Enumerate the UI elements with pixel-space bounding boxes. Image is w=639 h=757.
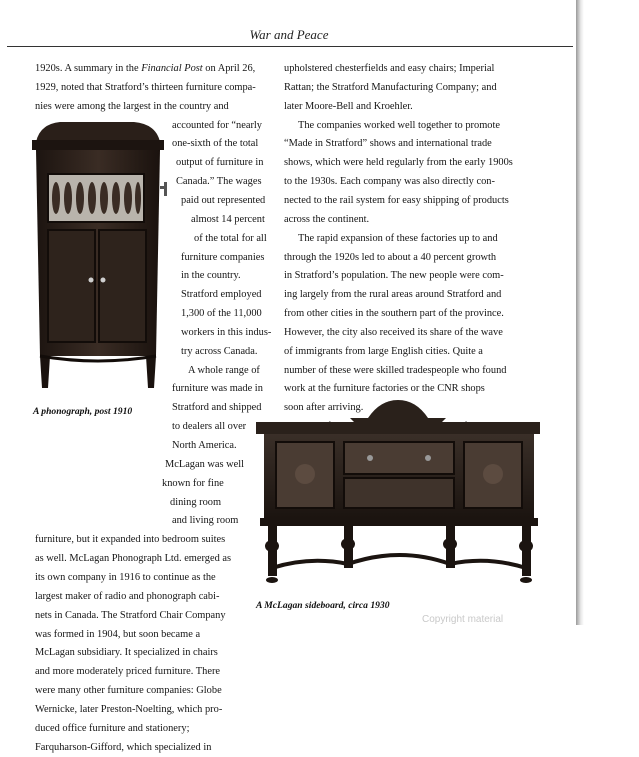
left-text-line: accounted for “nearly — [172, 119, 262, 131]
left-text-line: duced office furniture and stationery; — [35, 722, 190, 734]
left-text-line: furniture companies — [181, 251, 265, 263]
left-text-line: were many other furniture companies: Globe — [35, 685, 222, 697]
right-text-line: of immigrants from large English cities. Quite a — [284, 345, 483, 357]
left-text-line: A whole range of — [188, 364, 260, 376]
left-text-line: known for fine — [162, 477, 224, 489]
phonograph-image — [30, 120, 168, 395]
left-text-line: workers in this indus- — [181, 326, 272, 338]
left-text-line: output of furniture in — [176, 157, 264, 169]
left-text-line: furniture, but it expanded into bedroom suites — [35, 534, 226, 546]
left-text-line: furniture was made in — [172, 383, 263, 395]
running-head: War and Peace — [249, 27, 329, 42]
right-text-line: Rattan; the Stratford Manufacturing Company; and — [284, 81, 497, 93]
right-text-line: number of these were skilled tradespeople who found — [284, 364, 507, 376]
left-text-line: in the country. — [181, 270, 241, 282]
right-text-line: to the 1930s. Each company was also directly con- — [284, 176, 495, 188]
right-text-line: work at the furniture factories or the CNR shops — [284, 383, 485, 395]
left-text-line: and more moderately priced furniture. There — [35, 666, 221, 678]
right-text-line: later Moore-Bell and Kroehler. — [284, 100, 413, 112]
right-text-line: shows, which were held regularly from the early 1900s — [284, 157, 513, 169]
left-text-line: Wernicke, later Preston-Noelting, which pro- — [35, 703, 223, 715]
right-text-line: across the continent. — [284, 213, 370, 225]
left-text-line: paid out represented — [181, 194, 266, 206]
right-text-line: from other cities in the southern part of the province. — [284, 308, 504, 320]
left-text-line: to dealers all over — [172, 421, 247, 433]
right-text-line: soon after arriving. — [284, 402, 364, 414]
left-text-line: one-sixth of the total — [172, 138, 259, 150]
right-text-line: nected to the rail system for easy shipping of products — [284, 194, 509, 206]
left-text-line: 1920s. A summary in the Financial Post on April 26, — [35, 63, 256, 74]
left-text-line: nies were among the largest in the country and — [35, 100, 229, 112]
right-text-line: in Stratford’s population. The new people were com- — [284, 270, 504, 282]
phonograph-caption: A phonograph, post 1910 — [33, 406, 133, 417]
left-text-line: Farquharson-Gifford, which specialized in — [35, 741, 212, 753]
right-text-line: through the 1920s led to about a 40 percent growth — [284, 251, 497, 263]
left-text-line: Stratford employed — [181, 289, 262, 301]
left-text-line: largest maker of radio and phonograph cabi- — [35, 590, 220, 602]
left-text-line: was formed in 1904, but soon became a — [35, 628, 201, 640]
left-text-line: almost 14 percent — [191, 213, 265, 225]
left-text-line: try across Canada. — [181, 345, 258, 357]
left-text-line: 1,300 of the 11,000 — [181, 308, 262, 320]
header-rule — [7, 46, 573, 47]
left-text-line: and living room — [172, 515, 239, 527]
left-text-line: Canada.” The wages — [176, 176, 262, 188]
right-text-line: upholstered chesterfields and easy chairs; Imperial — [284, 63, 495, 74]
left-text-line: dining room — [170, 496, 222, 508]
right-text-line: The companies worked well together to promote — [298, 119, 500, 131]
left-text-line: its own company in 1916 to continue as the — [35, 571, 216, 583]
left-text-line: nets in Canada. The Stratford Chair Company — [35, 609, 226, 621]
left-text-line: 1929, noted that Stratford’s thirteen furniture compa- — [35, 81, 256, 93]
watermark: Copyright material — [422, 614, 504, 625]
left-text-line: McLagan was well — [165, 458, 245, 470]
left-text-line: as well. McLagan Phonograph Ltd. emerged as — [35, 553, 232, 565]
left-text-line: of the total for all — [194, 232, 267, 244]
left-text-line: North America. — [172, 440, 237, 451]
sideboard-image — [250, 396, 546, 592]
right-text-line: “Made in Stratford” shows and international trade — [284, 138, 492, 150]
left-text-line: Stratford and shipped — [172, 402, 262, 414]
sideboard-caption: A McLagan sideboard, circa 1930 — [256, 600, 390, 611]
page-edge-shadow — [576, 0, 584, 625]
right-text-line: However, the city also received its share of the wave — [284, 326, 503, 338]
right-text-line: ing largely from the rural areas around Stratford and — [284, 289, 502, 301]
right-text-line: The rapid expansion of these factories up to and — [298, 232, 498, 244]
left-text-line: McLagan subsidiary. It specialized in chairs — [35, 647, 218, 659]
